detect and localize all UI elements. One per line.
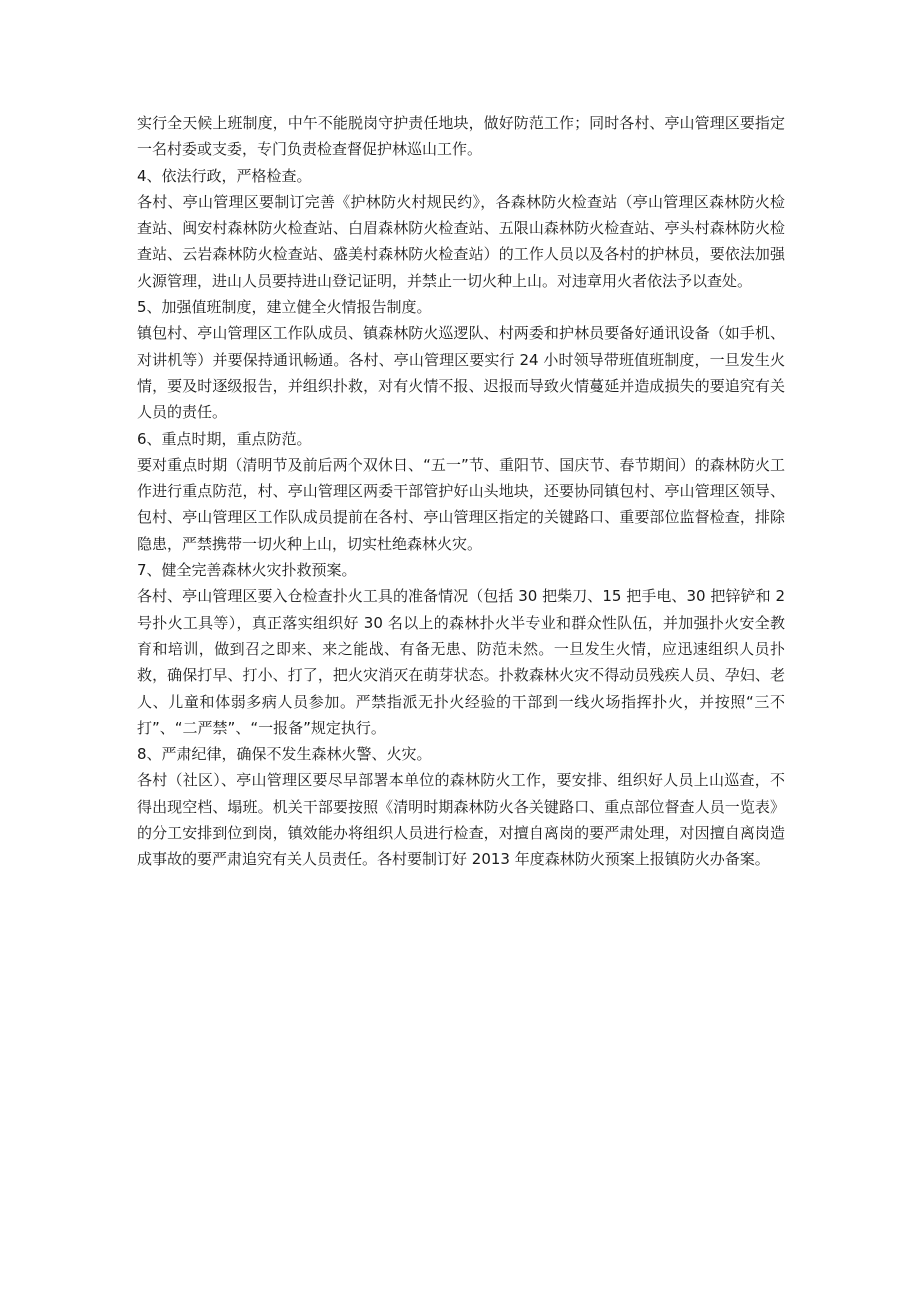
heading-item-8: 8、严肃纪律，确保不发生森林火警、火灾。 [137, 745, 432, 764]
paragraph-key-periods: 要对重点时期（清明节及前后两个双休日、“五一”节、重阳节、国庆节、春节期间）的森林防火工作进行重点防范，村、亭山管理区两委干部管护好山头地块，还要协同镇包村、亭山管理区领导、包村、亭山管理区工作队成员提前在各村、亭山管理区指定的关键路口、重要部位监督检查，排除隐患，严禁携带一切火种上山，切实杜绝森林火灾。 [137, 455, 785, 553]
paragraph-discipline: 各村（社区）、亭山管理区要尽早部署本单位的森林防火工作，要安排、组织好人员上山巡查，不得出现空档、塌班。机关干部要按照《清明时期森林防火各关键路口、重点部位督查人员一览表》的分工安排到位到岗，镇效能办将组织人员进行检查，对擅自离岗的要严肃处理，对因擅自离岗造成事故的要严肃追究有关人员责任。各村要制订好 2013 年度森林防火预案上报镇防火办备案。 [137, 771, 785, 869]
heading-item-5: 5、加强值班制度，建立健全火情报告制度。 [137, 298, 432, 317]
heading-item-7: 7、健全完善森林火灾扑救预案。 [137, 561, 357, 580]
paragraph-law-enforcement: 各村、亭山管理区要制订完善《护林防火村规民约》，各森林防火检查站（亭山管理区森林防火检查站、闽安村森林防火检查站、白眉森林防火检查站、五限山森林防火检查站、亭头村森林防火检查站、云岩森林防火检查站、盛美村森林防火检查站）的工作人员以及各村的护林员，要依法加强火源管理，进山人员要持进山登记证明，并禁止一切火种上山。对违章用火者依法予以查处。 [137, 192, 785, 290]
paragraph-duty-schedule: 实行全天候上班制度，中午不能脱岗守护责任地块，做好防范工作；同时各村、亭山管理区要指定一名村委或支委，专门负责检查督促护林巡山工作。 [137, 114, 785, 159]
heading-item-4: 4、依法行政，严格检查。 [137, 166, 312, 185]
document-body [137, 110, 785, 873]
paragraph-fire-reporting: 镇包村、亭山管理区工作队成员、镇森林防火巡逻队、村两委和护林员要备好通讯设备（如手机、对讲机等）并要保持通讯畅通。各村、亭山管理区要实行 24 小时领导带班值班制度，一旦发生火情，要及时逐级报告，并组织扑救，对有火情不报、迟报而导致火情蔓延并造成损失的要追究有关人员的责任。 [137, 324, 785, 422]
paragraph-firefighting-plan: 各村、亭山管理区要入仓检查扑火工具的准备情况（包括 30 把柴刀、15 把手电、30 把锌铲和 2 号扑火工具等），真正落实组织好 30 名以上的森林扑火半专业和群众性队伍，并加强扑火安全教育和培训，做到召之即来、来之能战、有备无患、防范未然。一旦发生火情，应迅速组织人员扑救，确保打早、打小、打了，把火灾消灭在萌芽状态。扑救森林火灾不得动员残疾人员、孕妇、老人、儿童和体弱多病人员参加。严禁指派无扑火经验的干部到一线火场指挥扑火，并按照“三不打”、“二严禁”、“一报备”规定执行。 [137, 587, 785, 737]
heading-item-6: 6、重点时期，重点防范。 [137, 429, 312, 448]
